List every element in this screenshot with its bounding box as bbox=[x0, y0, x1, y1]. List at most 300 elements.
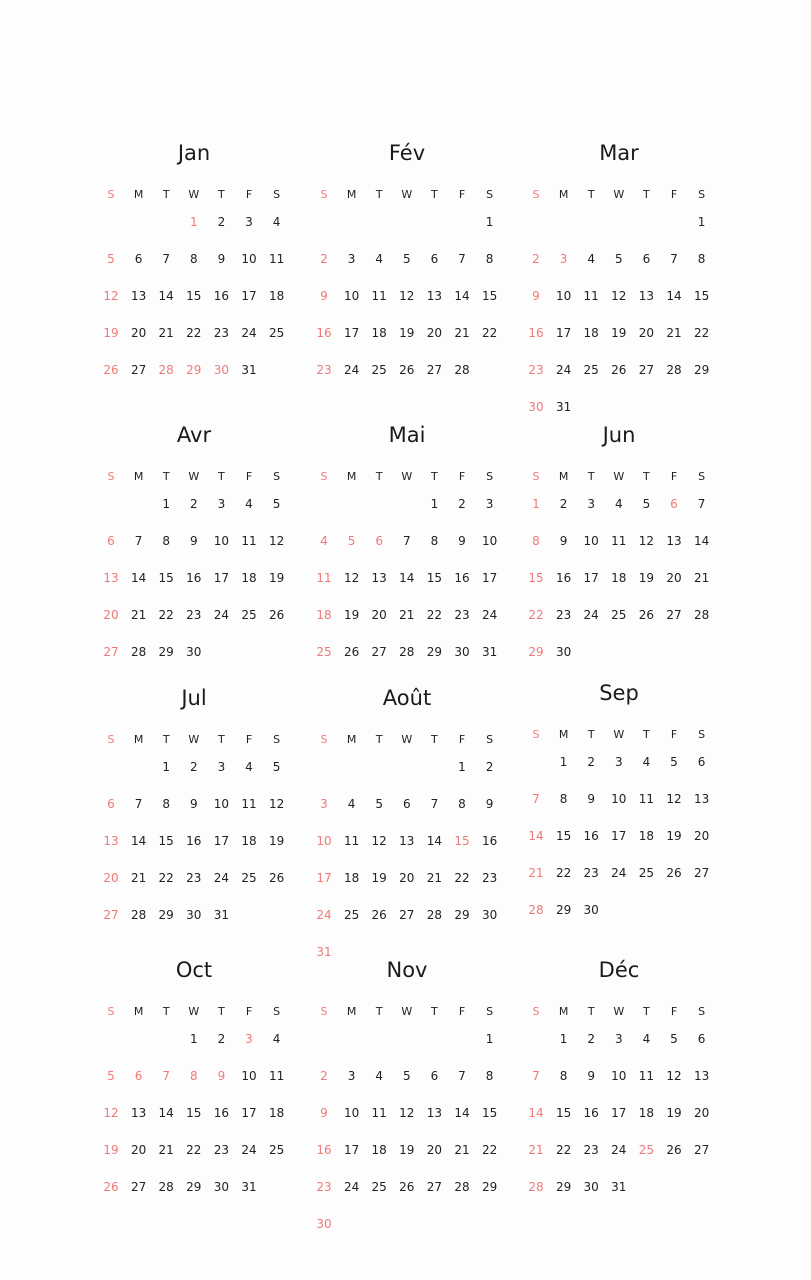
day-cell: 1 bbox=[189, 1032, 198, 1046]
day-cell: 14 bbox=[528, 829, 544, 843]
day-cell: 15 bbox=[555, 829, 572, 843]
day-cell: 9 bbox=[532, 289, 540, 303]
day-cell: 21 bbox=[693, 571, 710, 585]
day-cell: 16 bbox=[213, 289, 230, 303]
day-cell: 15 bbox=[158, 571, 174, 585]
day-cell: 16 bbox=[528, 326, 544, 340]
day-cell: 20 bbox=[426, 1143, 443, 1157]
day-cell: 16 bbox=[454, 571, 470, 585]
day-cell: 21 bbox=[399, 608, 415, 622]
day-cell: 15 bbox=[528, 571, 544, 585]
day-cell: 7 bbox=[162, 252, 170, 266]
weekday-header: W bbox=[188, 470, 200, 483]
day-cell: 29 bbox=[426, 645, 443, 659]
day-cell: 22 bbox=[186, 326, 202, 340]
day-cell: 13 bbox=[426, 1106, 443, 1120]
day-cell: 27 bbox=[666, 608, 682, 622]
day-cell: 29 bbox=[693, 363, 710, 377]
day-cell: 22 bbox=[555, 866, 572, 880]
day-cell: 25 bbox=[611, 608, 627, 622]
day-cell: 26 bbox=[268, 608, 285, 622]
day-cell: 26 bbox=[666, 1143, 682, 1157]
day-cell: 23 bbox=[316, 363, 332, 377]
day-cell: 25 bbox=[371, 1180, 387, 1194]
weekday-header: F bbox=[670, 188, 678, 201]
day-cell: 23 bbox=[583, 866, 599, 880]
day-cell: 14 bbox=[399, 571, 415, 585]
day-cell: 9 bbox=[458, 534, 466, 548]
day-cell: 3 bbox=[320, 797, 328, 811]
day-cell: 29 bbox=[158, 645, 174, 659]
day-cell: 31 bbox=[316, 945, 332, 959]
day-cell: 21 bbox=[454, 1143, 470, 1157]
day-cell: 21 bbox=[454, 326, 470, 340]
day-cell: 17 bbox=[611, 829, 627, 843]
day-cell: 1 bbox=[162, 760, 170, 774]
day-cell: 7 bbox=[162, 1069, 170, 1083]
day-cell: 4 bbox=[587, 252, 595, 266]
day-cell: 17 bbox=[241, 289, 257, 303]
day-cell: 26 bbox=[638, 608, 655, 622]
day-cell: 13 bbox=[103, 571, 119, 585]
weekday-header: W bbox=[188, 733, 200, 746]
day-cell: 9 bbox=[587, 792, 595, 806]
month-title: Sep bbox=[599, 681, 639, 705]
day-cell: 8 bbox=[559, 792, 568, 806]
weekday-header: W bbox=[613, 188, 625, 201]
day-cell: 10 bbox=[611, 792, 627, 806]
day-cell: 14 bbox=[454, 1106, 470, 1120]
day-cell: 11 bbox=[268, 1069, 285, 1083]
weekday-header: F bbox=[245, 733, 253, 746]
day-cell: 21 bbox=[130, 871, 147, 885]
day-cell: 20 bbox=[130, 1143, 147, 1157]
day-cell: 28 bbox=[399, 645, 415, 659]
day-cell: 25 bbox=[241, 608, 257, 622]
day-cell: 6 bbox=[134, 252, 143, 266]
weekday-header: T bbox=[162, 470, 170, 483]
day-cell: 1 bbox=[458, 760, 466, 774]
day-cell: 25 bbox=[343, 908, 360, 922]
day-cell: 14 bbox=[528, 1106, 544, 1120]
day-cell: 18 bbox=[268, 1106, 285, 1120]
day-cell: 1 bbox=[559, 755, 568, 769]
day-cell: 30 bbox=[454, 645, 470, 659]
day-cell: 27 bbox=[130, 363, 147, 377]
weekday-header: S bbox=[698, 188, 706, 201]
day-cell: 22 bbox=[158, 871, 174, 885]
weekday-header: T bbox=[643, 728, 650, 741]
day-cell: 23 bbox=[213, 326, 230, 340]
day-cell: 17 bbox=[481, 571, 498, 585]
day-cell: 12 bbox=[638, 534, 655, 548]
day-cell: 13 bbox=[666, 534, 682, 548]
day-cell: 15 bbox=[481, 1106, 498, 1120]
day-cell: 30 bbox=[213, 1180, 230, 1194]
day-cell: 17 bbox=[241, 1106, 257, 1120]
day-cell: 7 bbox=[697, 497, 706, 511]
weekday-header: T bbox=[587, 1005, 595, 1018]
weekday-header: T bbox=[162, 733, 170, 746]
day-cell: 28 bbox=[426, 908, 443, 922]
day-cell: 14 bbox=[454, 289, 470, 303]
day-cell: 26 bbox=[611, 363, 627, 377]
weekday-header: S bbox=[320, 470, 328, 483]
month-title: Avr bbox=[176, 423, 212, 447]
day-cell: 21 bbox=[426, 871, 443, 885]
day-cell: 13 bbox=[693, 792, 710, 806]
day-cell: 4 bbox=[320, 534, 328, 548]
day-cell: 11 bbox=[241, 797, 257, 811]
day-cell: 8 bbox=[532, 534, 540, 548]
month-title: Jun bbox=[602, 423, 636, 447]
day-cell: 18 bbox=[611, 571, 627, 585]
day-cell: 14 bbox=[130, 571, 147, 585]
day-cell: 24 bbox=[241, 326, 257, 340]
weekday-header: T bbox=[643, 188, 650, 201]
weekday-header: F bbox=[670, 728, 678, 741]
day-cell: 12 bbox=[103, 289, 119, 303]
day-cell: 21 bbox=[158, 1143, 174, 1157]
weekday-header: T bbox=[431, 1005, 438, 1018]
day-cell: 9 bbox=[189, 534, 198, 548]
day-cell: 5 bbox=[614, 252, 623, 266]
day-cell: 7 bbox=[670, 252, 678, 266]
day-cell: 19 bbox=[399, 326, 415, 340]
weekday-header: M bbox=[133, 1005, 144, 1018]
day-cell: 5 bbox=[272, 497, 281, 511]
day-cell: 5 bbox=[107, 252, 115, 266]
day-cell: 10 bbox=[611, 1069, 627, 1083]
day-cell: 23 bbox=[528, 363, 544, 377]
day-cell: 13 bbox=[399, 834, 415, 848]
weekday-header: W bbox=[188, 188, 200, 201]
day-cell: 12 bbox=[268, 534, 285, 548]
weekday-header: S bbox=[486, 188, 494, 201]
weekday-header: T bbox=[587, 470, 595, 483]
day-cell: 27 bbox=[638, 363, 655, 377]
day-cell: 2 bbox=[485, 760, 494, 774]
month-title: Jul bbox=[181, 686, 207, 710]
weekday-header: T bbox=[162, 1005, 170, 1018]
day-cell: 26 bbox=[399, 363, 415, 377]
day-cell: 19 bbox=[666, 1106, 682, 1120]
day-cell: 29 bbox=[158, 908, 174, 922]
day-cell: 24 bbox=[555, 363, 572, 377]
day-cell: 19 bbox=[103, 326, 119, 340]
weekday-header: W bbox=[613, 1005, 625, 1018]
day-cell: 7 bbox=[458, 1069, 466, 1083]
day-cell: 15 bbox=[555, 1106, 572, 1120]
month-9 bbox=[97, 957, 297, 1217]
day-cell: 4 bbox=[375, 1069, 383, 1083]
weekday-header: T bbox=[375, 470, 383, 483]
day-cell: 29 bbox=[555, 903, 572, 917]
day-cell: 1 bbox=[162, 497, 170, 511]
month-title: Août bbox=[382, 686, 432, 710]
day-cell: 12 bbox=[343, 571, 360, 585]
day-cell: 27 bbox=[426, 363, 443, 377]
weekday-header: S bbox=[273, 470, 281, 483]
day-cell: 5 bbox=[375, 797, 383, 811]
day-cell: 16 bbox=[213, 1106, 230, 1120]
day-cell: 3 bbox=[217, 497, 226, 511]
day-cell: 26 bbox=[103, 363, 119, 377]
day-cell: 20 bbox=[103, 608, 119, 622]
day-cell: 12 bbox=[611, 289, 627, 303]
day-cell: 31 bbox=[213, 908, 230, 922]
weekday-header: S bbox=[320, 1005, 328, 1018]
day-cell: 10 bbox=[343, 1106, 360, 1120]
day-cell: 11 bbox=[611, 534, 627, 548]
day-cell: 22 bbox=[426, 608, 443, 622]
day-cell: 17 bbox=[555, 326, 572, 340]
month-2 bbox=[522, 140, 722, 414]
day-cell: 11 bbox=[268, 252, 285, 266]
day-cell: 13 bbox=[693, 1069, 710, 1083]
weekday-header: T bbox=[431, 733, 438, 746]
day-cell: 1 bbox=[430, 497, 439, 511]
day-cell: 8 bbox=[559, 1069, 568, 1083]
day-cell: 26 bbox=[343, 645, 360, 659]
day-cell: 26 bbox=[666, 866, 682, 880]
day-cell: 24 bbox=[213, 608, 230, 622]
day-cell: 19 bbox=[343, 608, 360, 622]
day-cell: 1 bbox=[485, 215, 494, 229]
day-cell: 1 bbox=[189, 215, 198, 229]
weekday-header: M bbox=[558, 470, 569, 483]
month-6 bbox=[97, 685, 297, 945]
day-cell: 3 bbox=[587, 497, 595, 511]
day-cell: 10 bbox=[583, 534, 599, 548]
day-cell: 12 bbox=[399, 289, 415, 303]
day-cell: 3 bbox=[245, 1032, 253, 1046]
day-cell: 18 bbox=[241, 571, 257, 585]
weekday-header: M bbox=[558, 1005, 569, 1018]
day-cell: 14 bbox=[693, 534, 710, 548]
day-cell: 2 bbox=[559, 497, 568, 511]
day-cell: 16 bbox=[186, 571, 202, 585]
day-cell: 25 bbox=[241, 871, 257, 885]
day-cell: 7 bbox=[458, 252, 466, 266]
day-cell: 28 bbox=[528, 903, 544, 917]
day-cell: 5 bbox=[670, 755, 678, 769]
day-cell: 30 bbox=[528, 400, 544, 414]
weekday-header: T bbox=[587, 728, 595, 741]
day-cell: 2 bbox=[189, 497, 198, 511]
weekday-header: T bbox=[375, 188, 383, 201]
day-cell: 27 bbox=[399, 908, 415, 922]
day-cell: 3 bbox=[614, 1032, 623, 1046]
day-cell: 25 bbox=[371, 363, 387, 377]
day-cell: 21 bbox=[130, 608, 147, 622]
day-cell: 4 bbox=[272, 215, 281, 229]
weekday-header: W bbox=[613, 728, 625, 741]
weekday-header: M bbox=[558, 728, 569, 741]
day-cell: 28 bbox=[454, 1180, 470, 1194]
month-0 bbox=[97, 140, 297, 400]
weekday-header: F bbox=[245, 188, 253, 201]
weekday-header: T bbox=[218, 188, 225, 201]
day-cell: 5 bbox=[402, 1069, 411, 1083]
day-cell: 11 bbox=[638, 792, 655, 806]
month-11 bbox=[522, 957, 722, 1217]
weekday-header: F bbox=[670, 470, 678, 483]
weekday-header: S bbox=[698, 1005, 706, 1018]
day-cell: 21 bbox=[528, 866, 544, 880]
weekday-header: W bbox=[613, 470, 625, 483]
day-cell: 18 bbox=[268, 289, 285, 303]
weekday-header: W bbox=[401, 1005, 413, 1018]
day-cell: 18 bbox=[343, 871, 360, 885]
day-cell: 28 bbox=[158, 363, 174, 377]
day-cell: 19 bbox=[611, 326, 627, 340]
day-cell: 4 bbox=[375, 252, 383, 266]
weekday-header: S bbox=[486, 1005, 494, 1018]
weekday-header: S bbox=[532, 728, 540, 741]
day-cell: 9 bbox=[217, 1069, 226, 1083]
day-cell: 9 bbox=[320, 289, 328, 303]
day-cell: 21 bbox=[158, 326, 174, 340]
day-cell: 27 bbox=[693, 1143, 710, 1157]
month-3 bbox=[97, 422, 297, 682]
day-cell: 22 bbox=[454, 871, 470, 885]
weekday-header: F bbox=[458, 733, 466, 746]
day-cell: 22 bbox=[186, 1143, 202, 1157]
day-cell: 7 bbox=[430, 797, 439, 811]
weekday-header: T bbox=[375, 1005, 383, 1018]
month-4 bbox=[310, 422, 510, 682]
day-cell: 28 bbox=[693, 608, 710, 622]
weekday-header: T bbox=[643, 470, 650, 483]
day-cell: 17 bbox=[316, 871, 332, 885]
day-cell: 14 bbox=[158, 1106, 174, 1120]
day-cell: 29 bbox=[186, 363, 202, 377]
day-cell: 4 bbox=[272, 1032, 281, 1046]
day-cell: 30 bbox=[555, 645, 572, 659]
weekday-header: S bbox=[320, 188, 328, 201]
weekday-header: T bbox=[375, 733, 383, 746]
day-cell: 11 bbox=[343, 834, 360, 848]
day-cell: 23 bbox=[454, 608, 470, 622]
weekday-header: S bbox=[532, 470, 540, 483]
day-cell: 2 bbox=[532, 252, 540, 266]
day-cell: 5 bbox=[107, 1069, 115, 1083]
day-cell: 15 bbox=[481, 289, 498, 303]
day-cell: 13 bbox=[426, 289, 443, 303]
day-cell: 3 bbox=[485, 497, 494, 511]
weekday-header: F bbox=[245, 470, 253, 483]
day-cell: 20 bbox=[130, 326, 147, 340]
weekday-header: M bbox=[133, 733, 144, 746]
day-cell: 12 bbox=[103, 1106, 119, 1120]
day-cell: 19 bbox=[103, 1143, 119, 1157]
day-cell: 25 bbox=[268, 326, 285, 340]
day-cell: 31 bbox=[555, 400, 572, 414]
day-cell: 12 bbox=[666, 792, 682, 806]
day-cell: 29 bbox=[454, 908, 470, 922]
weekday-header: W bbox=[188, 1005, 200, 1018]
day-cell: 23 bbox=[186, 608, 202, 622]
day-cell: 21 bbox=[666, 326, 682, 340]
day-cell: 4 bbox=[642, 755, 651, 769]
weekday-header: F bbox=[670, 1005, 678, 1018]
day-cell: 23 bbox=[213, 1143, 230, 1157]
day-cell: 29 bbox=[528, 645, 544, 659]
day-cell: 9 bbox=[485, 797, 494, 811]
day-cell: 30 bbox=[316, 1217, 332, 1231]
day-cell: 10 bbox=[555, 289, 572, 303]
day-cell: 22 bbox=[693, 326, 710, 340]
day-cell: 3 bbox=[217, 760, 226, 774]
weekday-header: T bbox=[431, 188, 438, 201]
weekday-header: T bbox=[643, 1005, 650, 1018]
weekday-header: M bbox=[133, 470, 144, 483]
day-cell: 28 bbox=[454, 363, 470, 377]
month-title: Nov bbox=[386, 958, 428, 982]
day-cell: 20 bbox=[103, 871, 119, 885]
day-cell: 15 bbox=[693, 289, 710, 303]
day-cell: 8 bbox=[162, 797, 170, 811]
month-title: Oct bbox=[175, 958, 213, 982]
day-cell: 19 bbox=[399, 1143, 415, 1157]
day-cell: 24 bbox=[343, 363, 360, 377]
day-cell: 8 bbox=[162, 534, 170, 548]
day-cell: 23 bbox=[583, 1143, 599, 1157]
day-cell: 20 bbox=[666, 571, 682, 585]
day-cell: 7 bbox=[402, 534, 411, 548]
day-cell: 30 bbox=[186, 645, 202, 659]
day-cell: 8 bbox=[485, 252, 494, 266]
day-cell: 22 bbox=[158, 608, 174, 622]
day-cell: 19 bbox=[666, 829, 682, 843]
day-cell: 28 bbox=[130, 645, 147, 659]
weekday-header: S bbox=[107, 1005, 115, 1018]
day-cell: 8 bbox=[430, 534, 439, 548]
weekday-header: M bbox=[346, 470, 357, 483]
weekday-header: T bbox=[218, 1005, 225, 1018]
month-title: Jan bbox=[177, 141, 211, 165]
day-cell: 4 bbox=[245, 760, 253, 774]
day-cell: 2 bbox=[217, 1032, 226, 1046]
day-cell: 17 bbox=[611, 1106, 627, 1120]
weekday-header: F bbox=[458, 188, 466, 201]
day-cell: 18 bbox=[371, 326, 387, 340]
weekday-header: S bbox=[698, 470, 706, 483]
day-cell: 4 bbox=[614, 497, 623, 511]
day-cell: 19 bbox=[268, 834, 285, 848]
day-cell: 15 bbox=[186, 1106, 202, 1120]
day-cell: 20 bbox=[638, 326, 655, 340]
day-cell: 27 bbox=[103, 908, 119, 922]
weekday-header: T bbox=[218, 733, 225, 746]
day-cell: 29 bbox=[481, 1180, 498, 1194]
day-cell: 11 bbox=[638, 1069, 655, 1083]
day-cell: 16 bbox=[316, 326, 332, 340]
day-cell: 18 bbox=[316, 608, 332, 622]
day-cell: 17 bbox=[213, 571, 230, 585]
day-cell: 25 bbox=[316, 645, 332, 659]
day-cell: 11 bbox=[241, 534, 257, 548]
day-cell: 17 bbox=[213, 834, 230, 848]
day-cell: 2 bbox=[458, 497, 466, 511]
day-cell: 16 bbox=[481, 834, 498, 848]
weekday-header: S bbox=[273, 733, 281, 746]
day-cell: 12 bbox=[268, 797, 285, 811]
day-cell: 22 bbox=[481, 326, 498, 340]
day-cell: 8 bbox=[697, 252, 706, 266]
day-cell: 4 bbox=[245, 497, 253, 511]
